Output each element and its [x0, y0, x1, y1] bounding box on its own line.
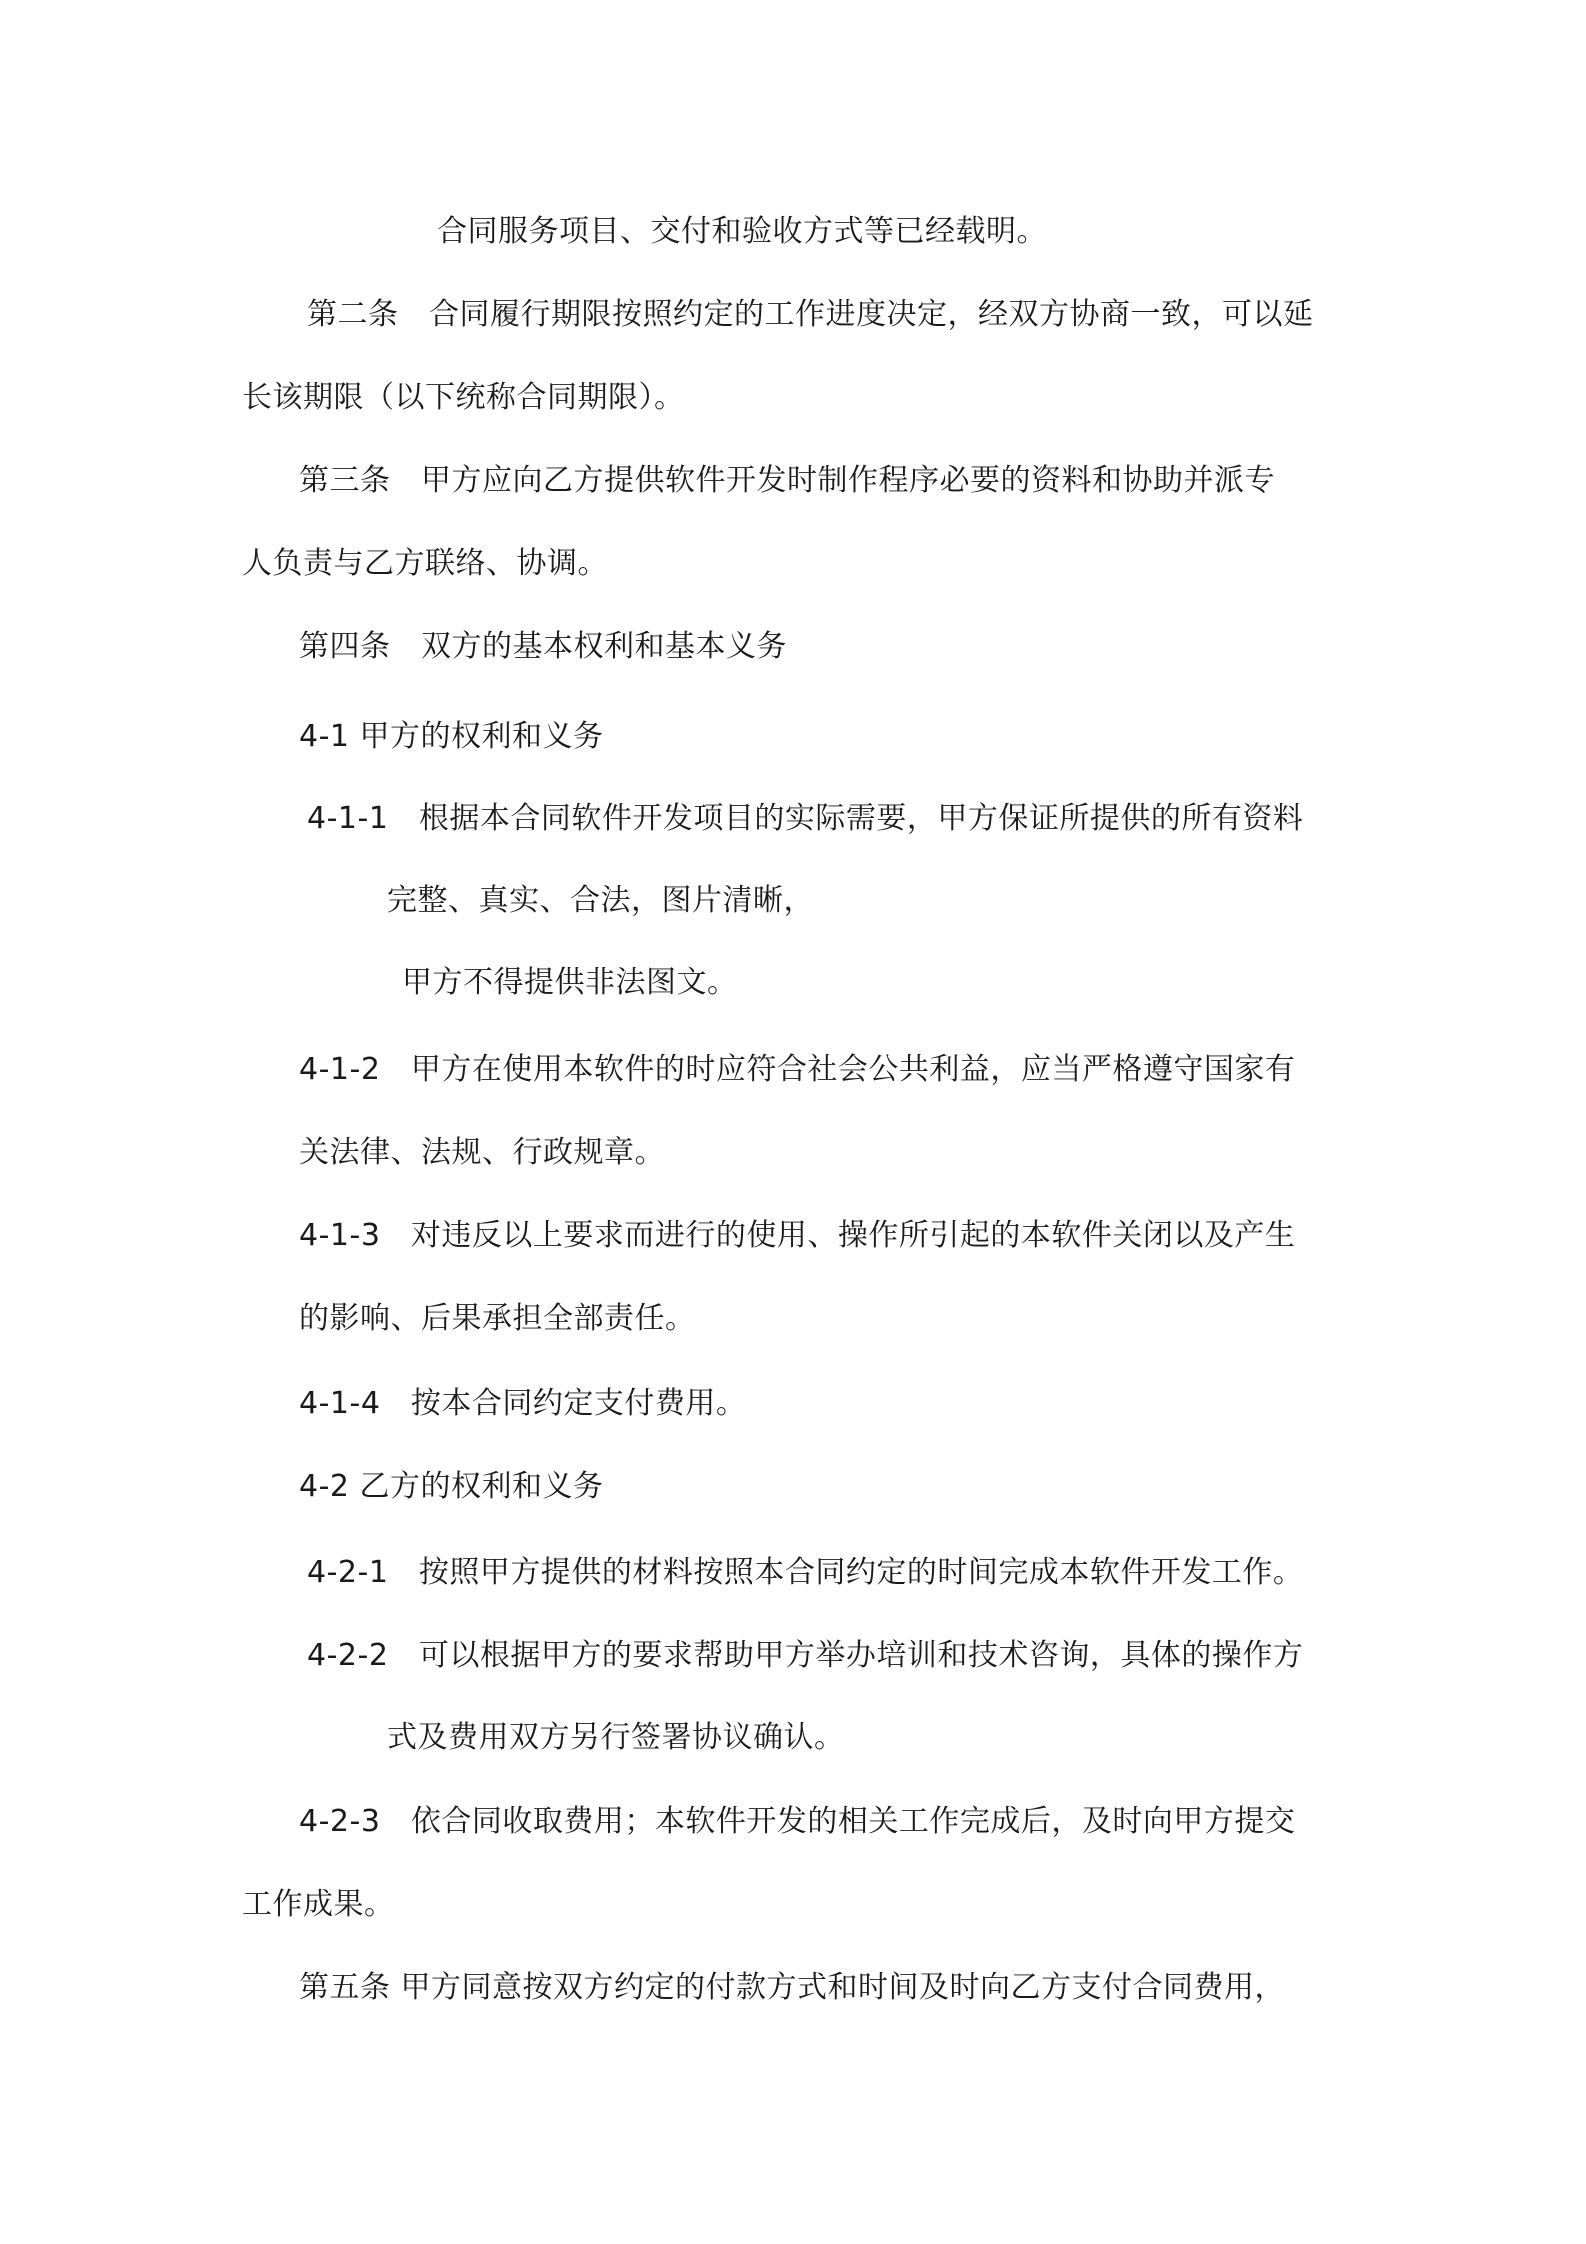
text-line: 4-2-2 可以根据甲方的要求帮助甲方举办培训和技术咨询，具体的操作方 [307, 1638, 1304, 1673]
text-line: 4-1-2 甲方在使用本软件的时应符合社会公共利益，应当严格遵守国家有 [299, 1052, 1296, 1087]
text-line: 4-2-3 依合同收取费用；本软件开发的相关工作完成后，及时向甲方提交 [299, 1804, 1296, 1839]
text-line: 合同服务项目、交付和验收方式等已经载明。 [437, 214, 1047, 249]
text-line: 人负责与乙方联络、协调。 [242, 546, 608, 581]
text-line: 4-1-1 根据本合同软件开发项目的实际需要，甲方保证所提供的所有资料 [307, 801, 1304, 836]
text-line: 4-2-1 按照甲方提供的材料按照本合同约定的时间完成本软件开发工作。 [307, 1555, 1304, 1590]
text-line: 4-1 甲方的权利和义务 [299, 719, 604, 754]
text-line: 长该期限（以下统称合同期限）。 [242, 380, 685, 415]
text-line: 4-2 乙方的权利和义务 [299, 1469, 604, 1504]
text-line: 4-1-3 对违反以上要求而进行的使用、操作所引起的本软件关闭以及产生 [299, 1218, 1296, 1253]
text-line: 第三条 甲方应向乙方提供软件开发时制作程序必要的资料和协助并派专 [299, 463, 1275, 498]
text-line: 完整、真实、合法，图片清晰， [387, 883, 814, 918]
text-line: 第四条 双方的基本权利和基本义务 [299, 629, 787, 664]
text-line: 的影响、后果承担全部责任。 [299, 1301, 696, 1336]
text-line: 第二条 合同履行期限按照约定的工作进度决定，经双方协商一致，可以延 [307, 297, 1314, 332]
text-line: 4-1-4 按本合同约定支付费用。 [299, 1386, 747, 1421]
text-line: 工作成果。 [242, 1887, 395, 1922]
text-line: 关法律、法规、行政规章。 [299, 1135, 665, 1170]
text-line: 式及费用双方另行签署协议确认。 [387, 1720, 845, 1755]
text-line: 第五条 甲方同意按双方约定的付款方式和时间及时向乙方支付合同费用， [299, 1970, 1286, 2005]
text-line: 甲方不得提供非法图文。 [402, 965, 738, 1000]
